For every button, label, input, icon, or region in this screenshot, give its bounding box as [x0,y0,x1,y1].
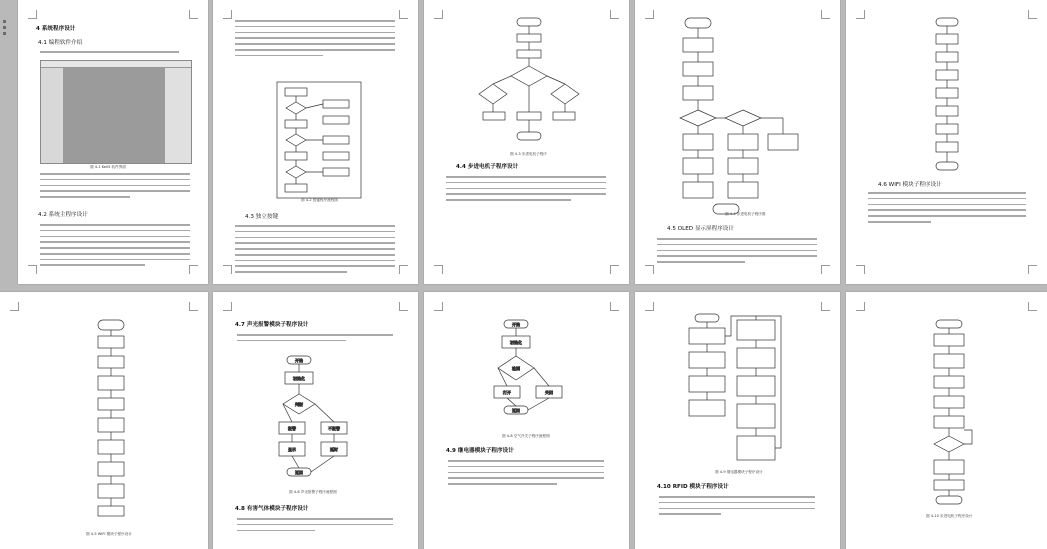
figure-caption: 图 4-1 Keil5 软件界面 [90,165,126,169]
page-10[interactable] [846,292,1047,549]
alarm-flowchart [275,354,355,484]
section-heading: 4.4 步进电机子程序设计 [456,164,519,170]
figure-caption: 图 4-8 空气开关子程序流程图 [502,434,550,438]
flow-start-label: 开始 [512,322,520,327]
stepper-flowchart [924,318,974,508]
page-4[interactable] [635,0,840,284]
page-2[interactable] [213,0,418,284]
software-screenshot [40,60,192,164]
flow-return-label: 返回 [512,408,520,413]
text-block [446,176,606,205]
figure-caption: 图 4-6 声光报警子程序流程图 [289,490,337,494]
text-block [659,496,815,519]
section-heading: 4.7 声光报警模块子程序设计 [235,322,309,328]
figure-caption: 图 4-9 继电器模块子程序设计 [715,470,763,474]
air-switch-flowchart [492,318,572,418]
text-block [237,518,393,535]
text-block [657,238,817,267]
text-block [40,51,186,57]
page-5[interactable] [846,0,1047,284]
text-block [40,224,190,270]
figure-caption: 图 4-4 步进电机子程序图 [725,212,766,216]
section-heading: 4.8 有害气体模块子程序设计 [235,506,309,512]
text-block [235,20,395,60]
text-block [868,192,1026,227]
page-9[interactable] [635,292,840,549]
figure-caption: 图 4-5 WIFI 模块子程序设计 [86,532,132,536]
page-7[interactable] [213,292,418,549]
flow-return-label: 返回 [295,470,303,475]
page-1[interactable] [18,0,208,284]
page-8[interactable] [424,292,629,549]
section-heading: 4.10 RFID 模块子程序设计 [657,484,729,490]
section-heading: 4.5 OLED 显示屏程序设计 [667,226,734,232]
flow-init-label: 初始化 [510,340,522,345]
flow-delay-label: 延时 [330,447,338,452]
wifi-main-flowchart [94,316,128,526]
flow-close-label: 关闭 [545,390,553,395]
grip-handle-icon[interactable] [3,20,13,38]
section-heading: 4.1 编程软件介绍 [38,40,83,46]
flow-check-label: 检测 [512,366,520,371]
figure-caption: 图 4-2 按键程序流程图 [301,198,338,202]
figure-caption: 图 4-10 步进电机子程序设计 [926,514,973,518]
motor-sub-flowchart [673,14,803,214]
flow-open-label: 打开 [503,390,511,395]
text-block [237,334,393,346]
motor-flowchart [479,14,579,144]
section-heading: 4.2 系统主程序设计 [38,212,88,218]
flow-alarm-no-label: 不报警 [328,426,340,431]
section-heading: 4.9 继电器模块子程序设计 [446,448,514,454]
page-3[interactable] [424,0,629,284]
section-heading: 4.6 WIFI 模块子程序设计 [878,182,942,188]
section-heading: 4 系统程序设计 [36,26,76,32]
figure-caption: 图 4-3 步进电机子程序 [510,152,547,156]
page-6[interactable] [0,292,208,549]
text-block [235,225,395,277]
flow-alarm-yes-label: 报警 [288,426,296,431]
wifi-flowchart [932,14,962,174]
relay-flowchart [675,312,785,472]
text-block [40,173,190,202]
flow-display-label: 显示 [288,447,296,452]
section-heading: 4.3 独立按键 [245,214,279,220]
text-block [448,460,604,489]
button-flowchart [275,80,363,200]
flow-start-label: 开始 [295,358,303,363]
flow-init-label: 初始化 [293,376,305,381]
flow-judge-label: 判断 [295,402,303,407]
